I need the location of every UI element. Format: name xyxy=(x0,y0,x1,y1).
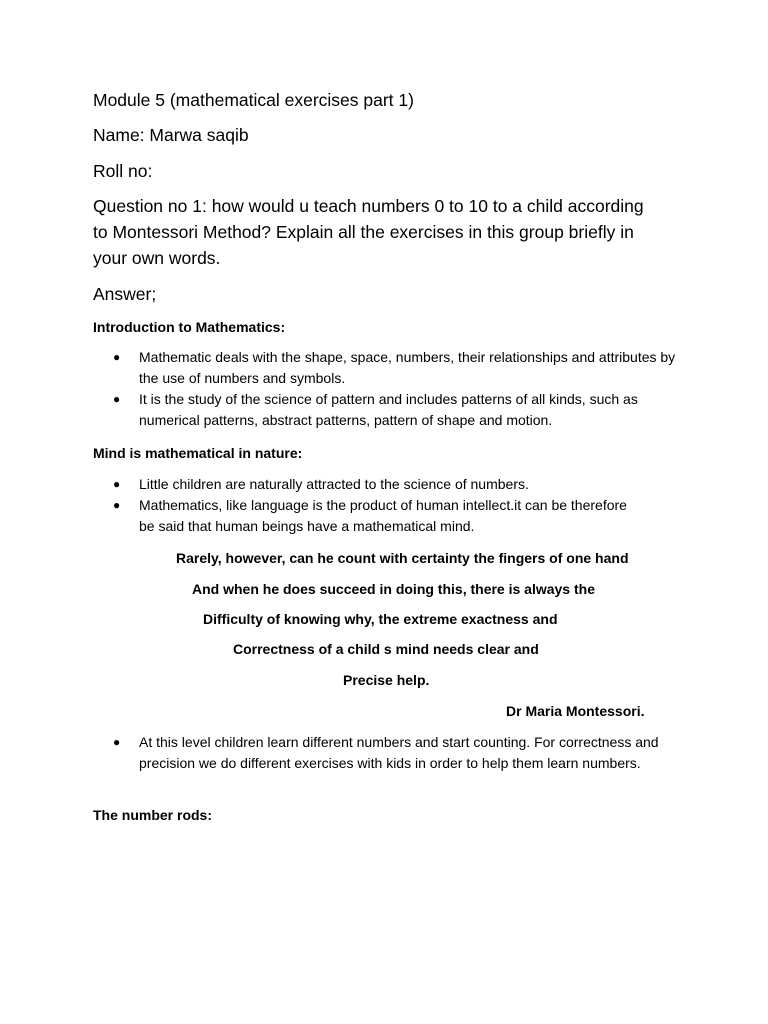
bullet-icon: ● xyxy=(113,350,121,364)
number-rods-heading: The number rods: xyxy=(93,807,213,823)
roll-number: Roll no: xyxy=(93,161,153,181)
list-item xyxy=(113,474,643,495)
list-item xyxy=(113,495,643,537)
answer-label: Answer; xyxy=(93,284,157,304)
bullet-icon: ● xyxy=(113,498,121,512)
mind-heading: Mind is mathematical in nature: xyxy=(93,445,303,461)
list-item-text: Mathematics, like language is the product of human intellect.it can be therefore be said that human beings have a mathematical mind. xyxy=(139,497,627,534)
list-item-text: At this level children learn different numbers and start counting. For correctness and precision we do different exercises with kids in order to help them learn numbers. xyxy=(139,734,659,771)
bullet-icon: ● xyxy=(113,392,121,406)
list-item-text: It is the study of the science of pattern and includes patterns of all kinds, such as numerical patterns, abstract patterns, pattern of shape and motion. xyxy=(139,391,638,428)
list-item xyxy=(113,347,678,389)
question-text: Question no 1: how would u teach numbers 0 to 10 to a child according to Montessori Method? Explain all the exercises in this group briefly in your own words. xyxy=(93,196,644,268)
module-title: Module 5 (mathematical exercises part 1) xyxy=(93,90,414,110)
quote-line: Precise help. xyxy=(343,672,430,688)
quote-line: And when he does succeed in doing this, there is always the xyxy=(192,581,595,597)
student-name: Name: Marwa saqib xyxy=(93,125,249,145)
quote-author: Dr Maria Montessori. xyxy=(506,703,645,719)
list-item-text: Little children are naturally attracted to the science of numbers. xyxy=(139,476,529,492)
bullet-icon: ● xyxy=(113,735,121,749)
quote-line: Rarely, however, can he count with certainty the fingers of one hand xyxy=(176,550,629,566)
mind-bullet-list xyxy=(113,474,643,537)
list-item-text: Mathematic deals with the shape, space, numbers, their relationships and attributes by the use of numbers and symbols. xyxy=(139,349,676,386)
intro-heading: Introduction to Mathematics: xyxy=(93,319,286,335)
intro-bullet-list xyxy=(113,347,678,431)
quote-line: Difficulty of knowing why, the extreme exactness and xyxy=(203,611,558,627)
level-bullet-list xyxy=(113,732,673,774)
list-item xyxy=(113,389,678,431)
bullet-icon: ● xyxy=(113,477,121,491)
list-item xyxy=(113,732,673,774)
quote-line: Correctness of a child s mind needs clear and xyxy=(233,641,539,657)
